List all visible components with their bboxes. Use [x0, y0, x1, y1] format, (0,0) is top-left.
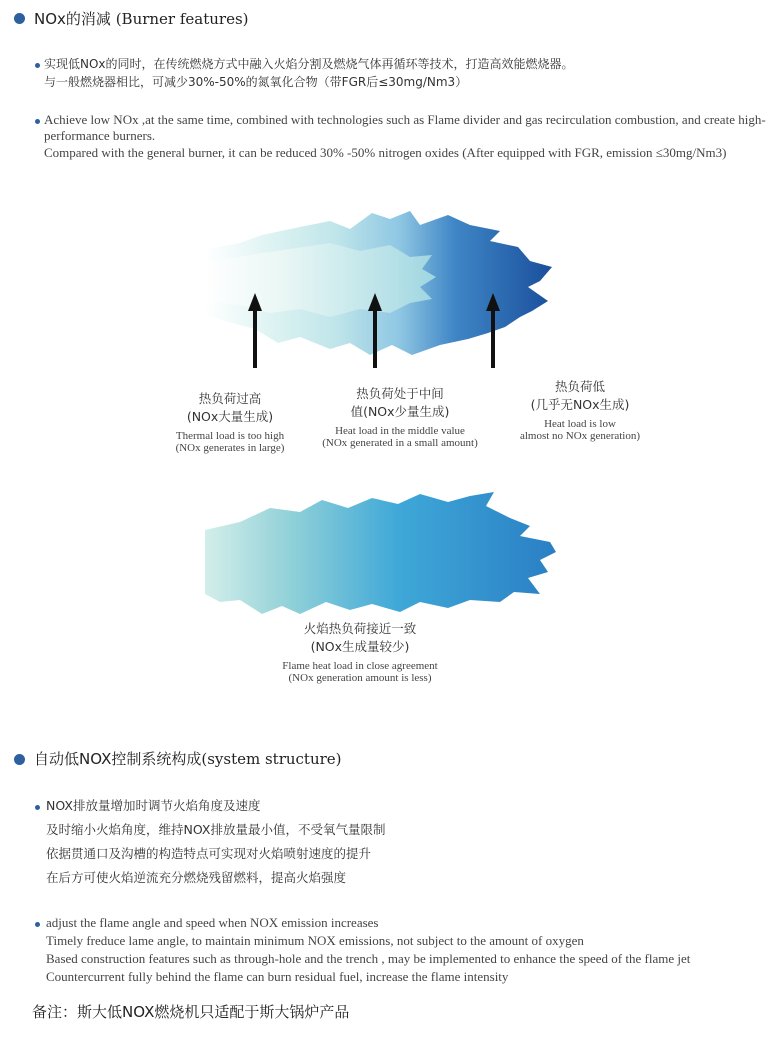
section2-en-line1: adjust the flame angle and speed when NOX emission increases [46, 915, 379, 930]
flame-uniform-shape [205, 492, 556, 614]
section2-en-block [46, 914, 690, 986]
section2-en-line4: Countercurrent fully behind the flame can burn residual fuel, increase the flame intensity [46, 969, 509, 984]
cn-paragraph-bullet-icon [35, 63, 40, 68]
section1-title-cn: NOx的消减 [34, 10, 111, 28]
section1-bullet-icon [14, 13, 25, 24]
section2-cn-line3: 依据贯通口及沟槽的构造特点可实现对火焰喷射速度的提升 [46, 846, 372, 861]
section2-cn-line4: 在后方可使火焰逆流充分燃烧残留燃料，提高火焰强度 [46, 870, 347, 885]
section1-title [34, 8, 249, 29]
label-middle-load-en1: Heat load in the middle value [335, 425, 465, 437]
flame-diagram-zones [0, 205, 780, 375]
label-high-load-en2: (NOx generates in large) [175, 442, 285, 454]
section2-cn-line1: NOX排放量增加时调节火焰角度及速度 [46, 798, 261, 813]
label-low-load [500, 378, 660, 442]
section1-title-en: (Burner features) [115, 10, 249, 28]
section1-en-line2: Compared with the general burner, it can be reduced 30% -50% nitrogen oxides (After equipped with FGR, emission ≤30mg/Nm3) [44, 145, 727, 160]
label-uniform-load [250, 620, 470, 684]
label-uniform-cn1: 火焰热负荷接近一致 [303, 621, 417, 636]
section1-cn-line1: 实现低NOx的同时，在传统燃烧方式中融入火焰分割及燃烧气体再循环等技术，打造高效能燃烧器。 [44, 57, 574, 71]
section2-title-cn: 自动低NOX控制系统构成 [34, 750, 202, 768]
label-uniform-en2: (NOx generation amount is less) [288, 672, 432, 684]
section2-en-bullet-icon [35, 922, 40, 927]
label-low-load-en1: Heat load is low [544, 418, 616, 430]
label-uniform-en1: Flame heat load in close agreement [282, 660, 438, 672]
label-high-load-cn1: 热负荷过高 [198, 391, 262, 406]
label-middle-load-cn1: 热负荷处于中间 [356, 386, 444, 401]
label-middle-load [310, 385, 490, 449]
flame-diagram-uniform [0, 490, 780, 620]
section2-en-line3: Based construction features such as through-hole and the trench , may be implemented to enhance the speed of the flame jet [46, 951, 691, 966]
en-paragraph-bullet-icon [35, 119, 40, 124]
label-low-load-cn1: 热负荷低 [554, 379, 605, 394]
label-middle-load-en2: (NOx generated in a small amount) [322, 437, 478, 449]
section2-cn-block [46, 794, 385, 890]
section2-cn-bullet-icon [35, 805, 40, 810]
section2-en-line2: Timely freduce lame angle, to maintain minimum NOX emissions, not subject to the amount of oxygen [46, 933, 584, 948]
label-high-load-cn2: (NOx大量生成) [186, 409, 274, 424]
label-low-load-en2: almost no NOx generation) [519, 430, 641, 442]
label-high-load [150, 390, 310, 454]
section2-bullet-icon [14, 754, 25, 765]
footer-note: 备注：斯大低NOX燃烧机只适配于斯大锅炉产品 [32, 1003, 350, 1021]
section1-en-line1: Achieve low NOx ,at the same time, combined with technologies such as Flame divider and gas recirculation combustion, and create high-performance burners. [44, 112, 766, 143]
label-uniform-cn2: (NOx生成量较少) [310, 639, 410, 654]
label-middle-load-cn2: 值(NOx少量生成) [350, 404, 450, 419]
section2-title [34, 748, 342, 769]
label-high-load-en1: Thermal load is too high [175, 430, 285, 442]
section1-cn-line2: 与一般燃烧器相比，可减少30%-50%的氮氧化合物（带FGR后≤30mg/Nm3） [44, 75, 468, 89]
label-low-load-cn2: (几乎无NOx生成) [530, 397, 630, 412]
section2-title-en: (system structure) [201, 750, 342, 768]
section2-cn-line2: 及时缩小火焰角度，维持NOX排放量最小值，不受氧气量限制 [46, 822, 386, 837]
